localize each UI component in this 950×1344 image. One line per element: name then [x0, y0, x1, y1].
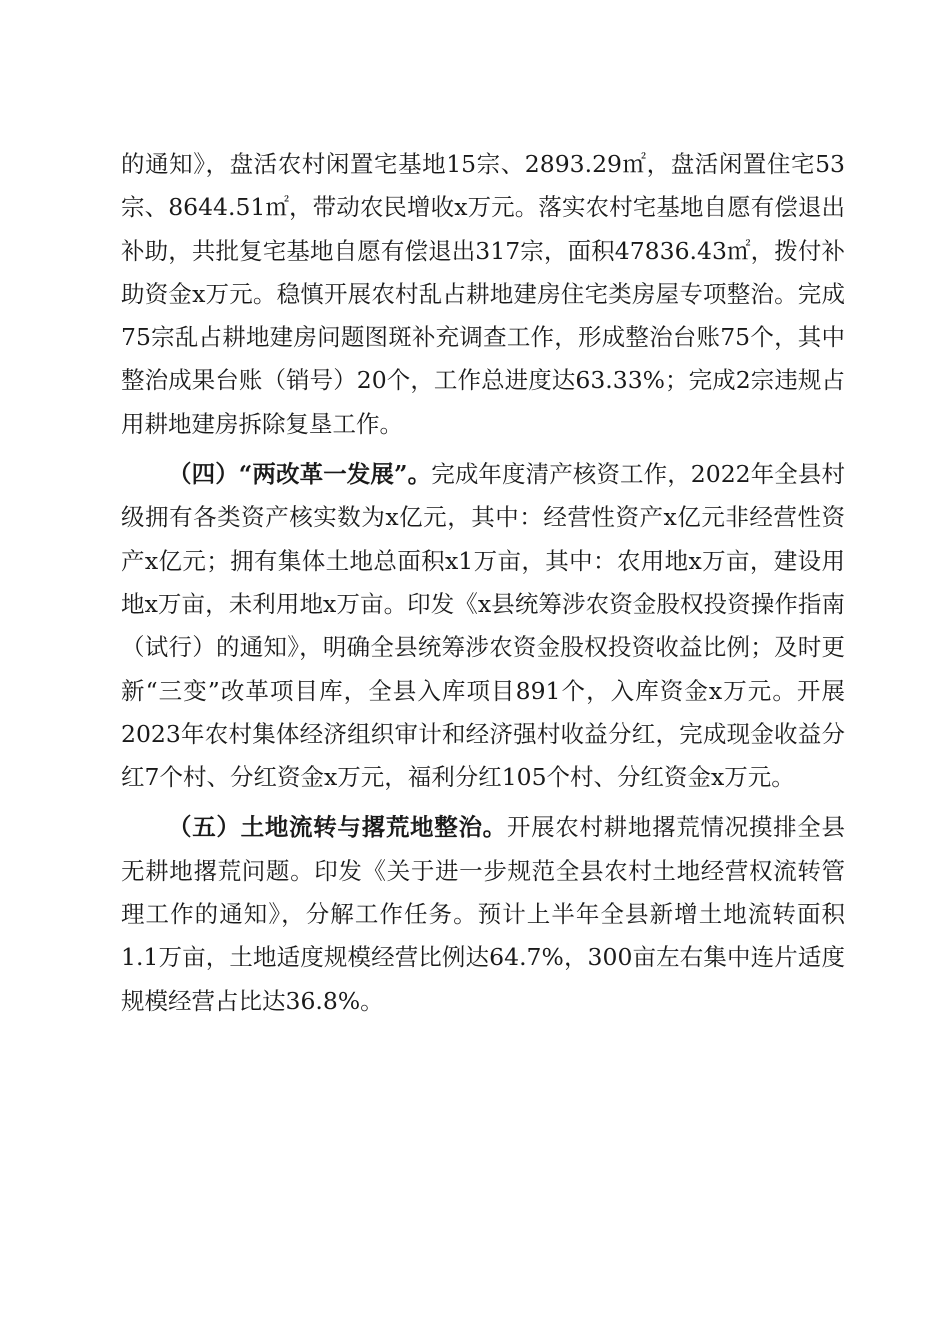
paragraph-section-four	[121, 453, 845, 799]
paragraph-gap	[121, 799, 845, 806]
paragraph-continuation	[121, 143, 845, 446]
section-heading-four: （四）“两改革一发展”。	[168, 460, 432, 489]
paragraph-text: 开展农村耕地撂荒情况摸排全县无耕地撂荒问题。印发《关于进一步规范全县农村土地经营权流转管理工作的通知》，分解工作任务。预计上半年全县新增土地流转面积1.1万亩，土地适度规模经营比例达64.7%，300亩左右集中连片适度规模经营占比达36.8%。	[121, 813, 846, 1015]
section-heading-five: （五）土地流转与撂荒地整治。	[168, 813, 507, 842]
document-body	[121, 143, 845, 1023]
paragraph-text: 完成年度清产核资工作，2022年全县村级拥有各类资产核实数为x亿元，其中：经营性资产x亿元非经营性资产x亿元；拥有集体土地总面积x1万亩，其中：农用地x万亩，建设用地x万亩，未利用地x万亩。印发《x县统筹涉农资金股权投资操作指南（试行）的通知》，明确全县统筹涉农资金股权投资收益比例；及时更新“三变”改革项目库，全县入库项目891个，入库资金x万元。开展2023年农村集体经济组织审计和经济强村收益分红，完成现金收益分红7个村、分红资金x万元，福利分红105个村、分红资金x万元。	[121, 460, 845, 792]
paragraph-section-five	[121, 806, 845, 1022]
paragraph-gap	[121, 446, 845, 453]
paragraph-text: 的通知》，盘活农村闲置宅基地15宗、2893.29㎡，盘活闲置住宅53宗、8644.51㎡，带动农民增收x万元。落实农村宅基地自愿有偿退出补助，共批复宅基地自愿有偿退出317宗，面积47836.43㎡，拨付补助资金x万元。稳慎开展农村乱占耕地建房住宅类房屋专项整治。完成75宗乱占耕地建房问题图斑补充调查工作，形成整治台账75个，其中整治成果台账（销号）20个，工作总进度达63.33%；完成2宗违规占用耕地建房拆除复垦工作。	[121, 150, 845, 438]
